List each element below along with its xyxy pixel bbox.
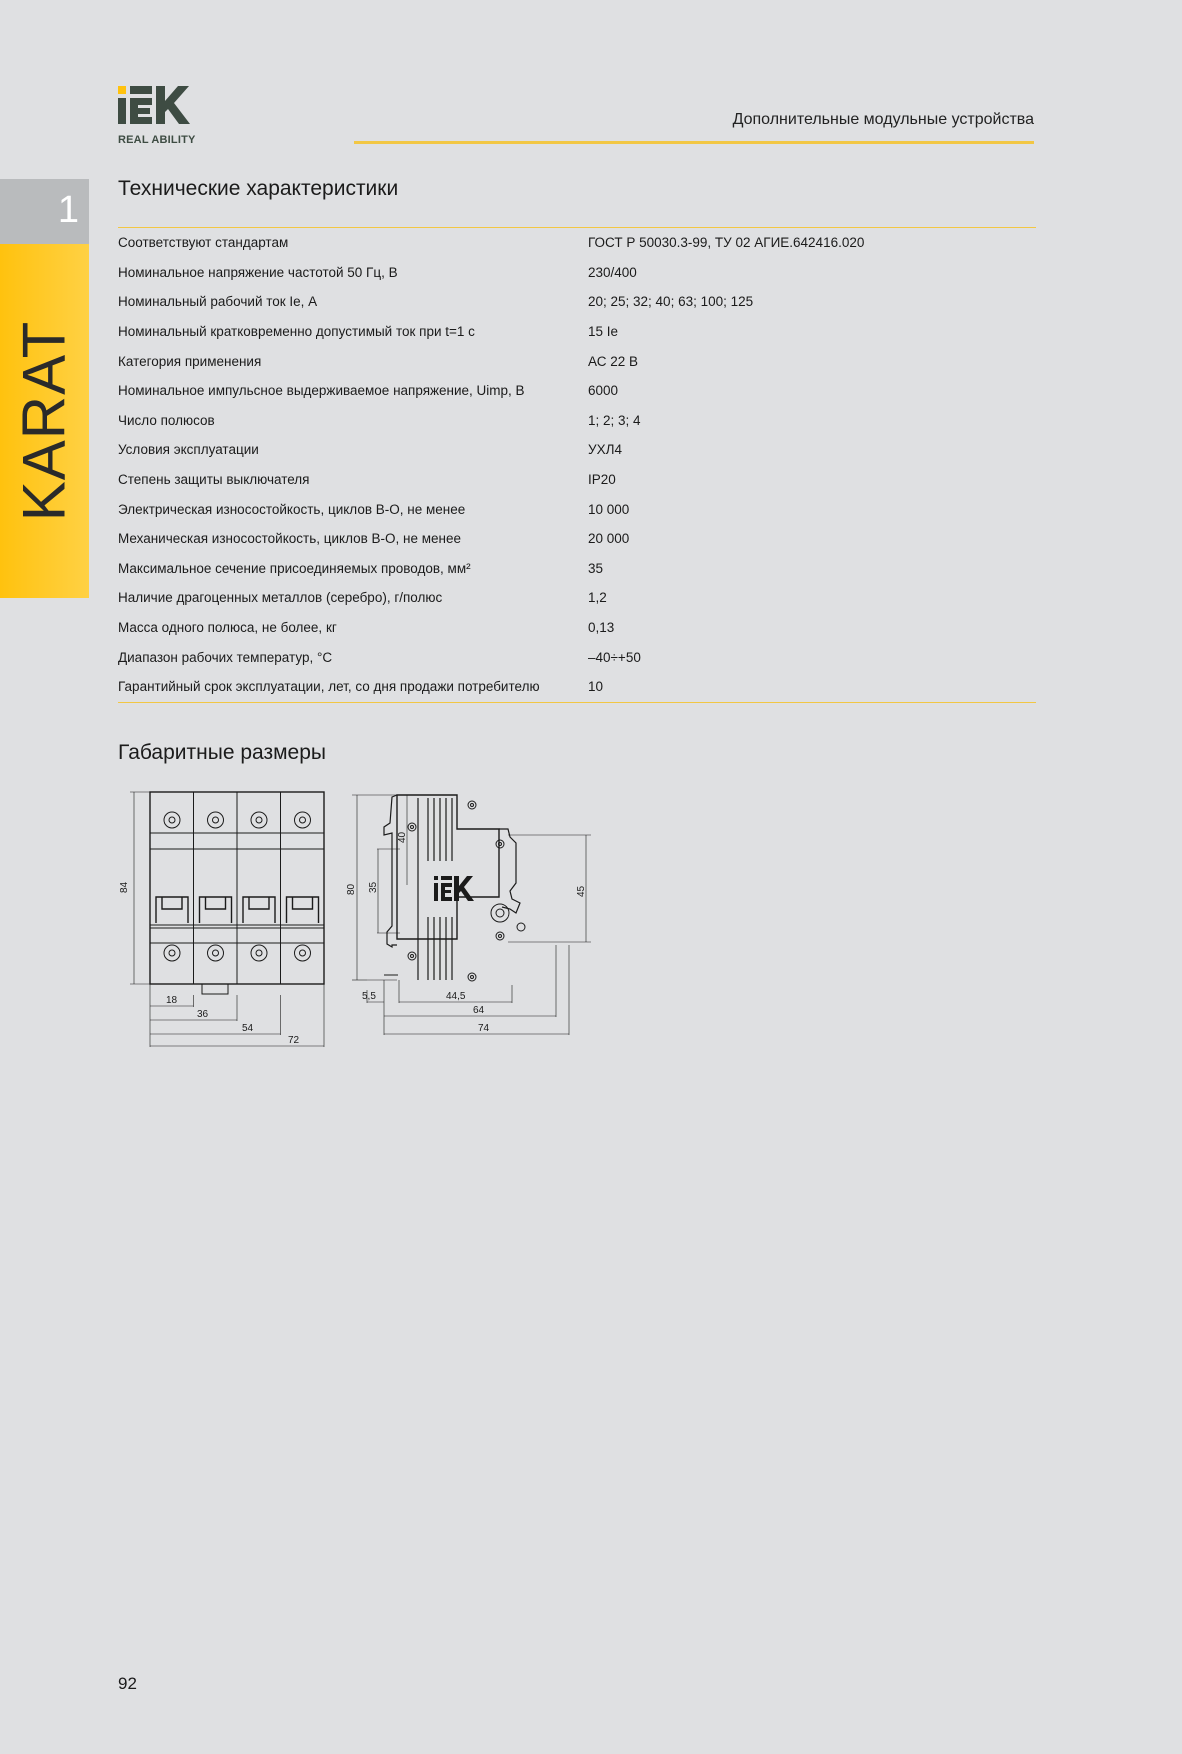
spec-row [118, 287, 1036, 317]
spec-row [118, 258, 1036, 288]
spec-value: 6000 [588, 383, 619, 399]
spec-row [118, 672, 1036, 702]
spec-row [118, 435, 1036, 465]
spec-label: Диапазон рабочих температур, °С [118, 649, 333, 665]
spec-label: Наличие драгоценных металлов (серебро), г/полюс [118, 590, 443, 606]
spec-row [118, 376, 1036, 406]
spec-value: 1,2 [588, 590, 607, 606]
dimensions-drawing [116, 785, 596, 1055]
spec-value: 20 000 [588, 531, 630, 547]
spec-row [118, 494, 1036, 524]
spec-label: Число полюсов [118, 412, 215, 428]
spec-label: Номинальный рабочий ток Iе, А [118, 294, 318, 310]
spec-value: 15 Iе [588, 324, 619, 340]
spec-value: 10 [588, 679, 604, 695]
spec-label: Максимальное сечение присоединяемых проводов, мм² [118, 560, 471, 576]
logo-tagline: REAL ABILITY [118, 134, 196, 146]
header-section-title: Дополнительные модульные устройства [732, 111, 1034, 128]
spec-label: Масса одного полюса, не более, кг [118, 620, 337, 636]
spec-row [118, 642, 1036, 672]
specs-title: Технические характеристики [118, 177, 399, 200]
side-view [346, 795, 591, 1035]
specs-table [118, 227, 1036, 703]
spec-value: 10 000 [588, 501, 630, 517]
dim-side-64: 64 [473, 1005, 485, 1016]
dimensions-title: Габаритные размеры [118, 741, 326, 764]
dim-front-18: 18 [166, 995, 178, 1006]
dim-side-45: 45 [576, 885, 587, 897]
chapter-label: KARAT [10, 320, 78, 522]
spec-value: ГОСТ Р 50030.3-99, ТУ 02 АГИЕ.642416.020 [588, 235, 865, 251]
spec-label: Степень защиты выключателя [118, 472, 310, 488]
spec-value: 230/400 [588, 264, 637, 280]
dim-front-36: 36 [197, 1009, 209, 1020]
dim-side-35: 35 [368, 881, 379, 893]
spec-row [118, 524, 1036, 554]
front-view [119, 792, 324, 1047]
spec-row [118, 465, 1036, 495]
spec-label: Электрическая износостойкость, циклов В-О, не менее [118, 501, 466, 517]
page-number: 92 [118, 1674, 137, 1693]
spec-value: АС 22 В [588, 353, 638, 369]
dim-front-54: 54 [242, 1023, 254, 1034]
chapter-number-box [0, 179, 89, 244]
header-rule [354, 141, 1034, 144]
spec-value: 1; 2; 3; 4 [588, 412, 641, 428]
spec-value: –40÷+50 [588, 649, 641, 665]
dim-side-height: 80 [346, 883, 357, 895]
spec-row [118, 583, 1036, 613]
dim-side-40: 40 [397, 831, 408, 843]
spec-value: 20; 25; 32; 40; 63; 100; 125 [588, 294, 754, 310]
dim-side-44-5: 44,5 [446, 991, 466, 1002]
spec-row [118, 346, 1036, 376]
spec-row [118, 317, 1036, 347]
dim-side-5-5: 5,5 [362, 991, 376, 1002]
spec-label: Механическая износостойкость, циклов В-О, не менее [118, 531, 462, 547]
spec-row [118, 613, 1036, 643]
spec-label: Условия эксплуатации [118, 442, 259, 458]
spec-label: Категория применения [118, 353, 262, 369]
spec-value: 35 [588, 560, 604, 576]
spec-label: Номинальное напряжение частотой 50 Гц, В [118, 264, 398, 280]
dim-front-72: 72 [288, 1035, 300, 1046]
spec-row [118, 406, 1036, 436]
spec-row [118, 554, 1036, 584]
chapter-number: 1 [57, 189, 79, 231]
dim-side-74: 74 [478, 1023, 490, 1034]
spec-value: УХЛ4 [588, 442, 622, 458]
spec-row [118, 228, 1036, 258]
spec-label: Номинальный кратковременно допустимый ток при t=1 с [118, 324, 475, 340]
chapter-tab [0, 244, 89, 598]
spec-value: IP20 [588, 472, 616, 488]
spec-value: 0,13 [588, 620, 615, 636]
spec-label: Соответствуют стандартам [118, 235, 289, 251]
spec-label: Гарантийный срок эксплуатации, лет, со дня продажи потребителю [118, 679, 540, 695]
spec-label: Номинальное импульсное выдерживаемое напряжение, Uimp, В [118, 383, 525, 399]
dim-front-height: 84 [119, 881, 130, 893]
